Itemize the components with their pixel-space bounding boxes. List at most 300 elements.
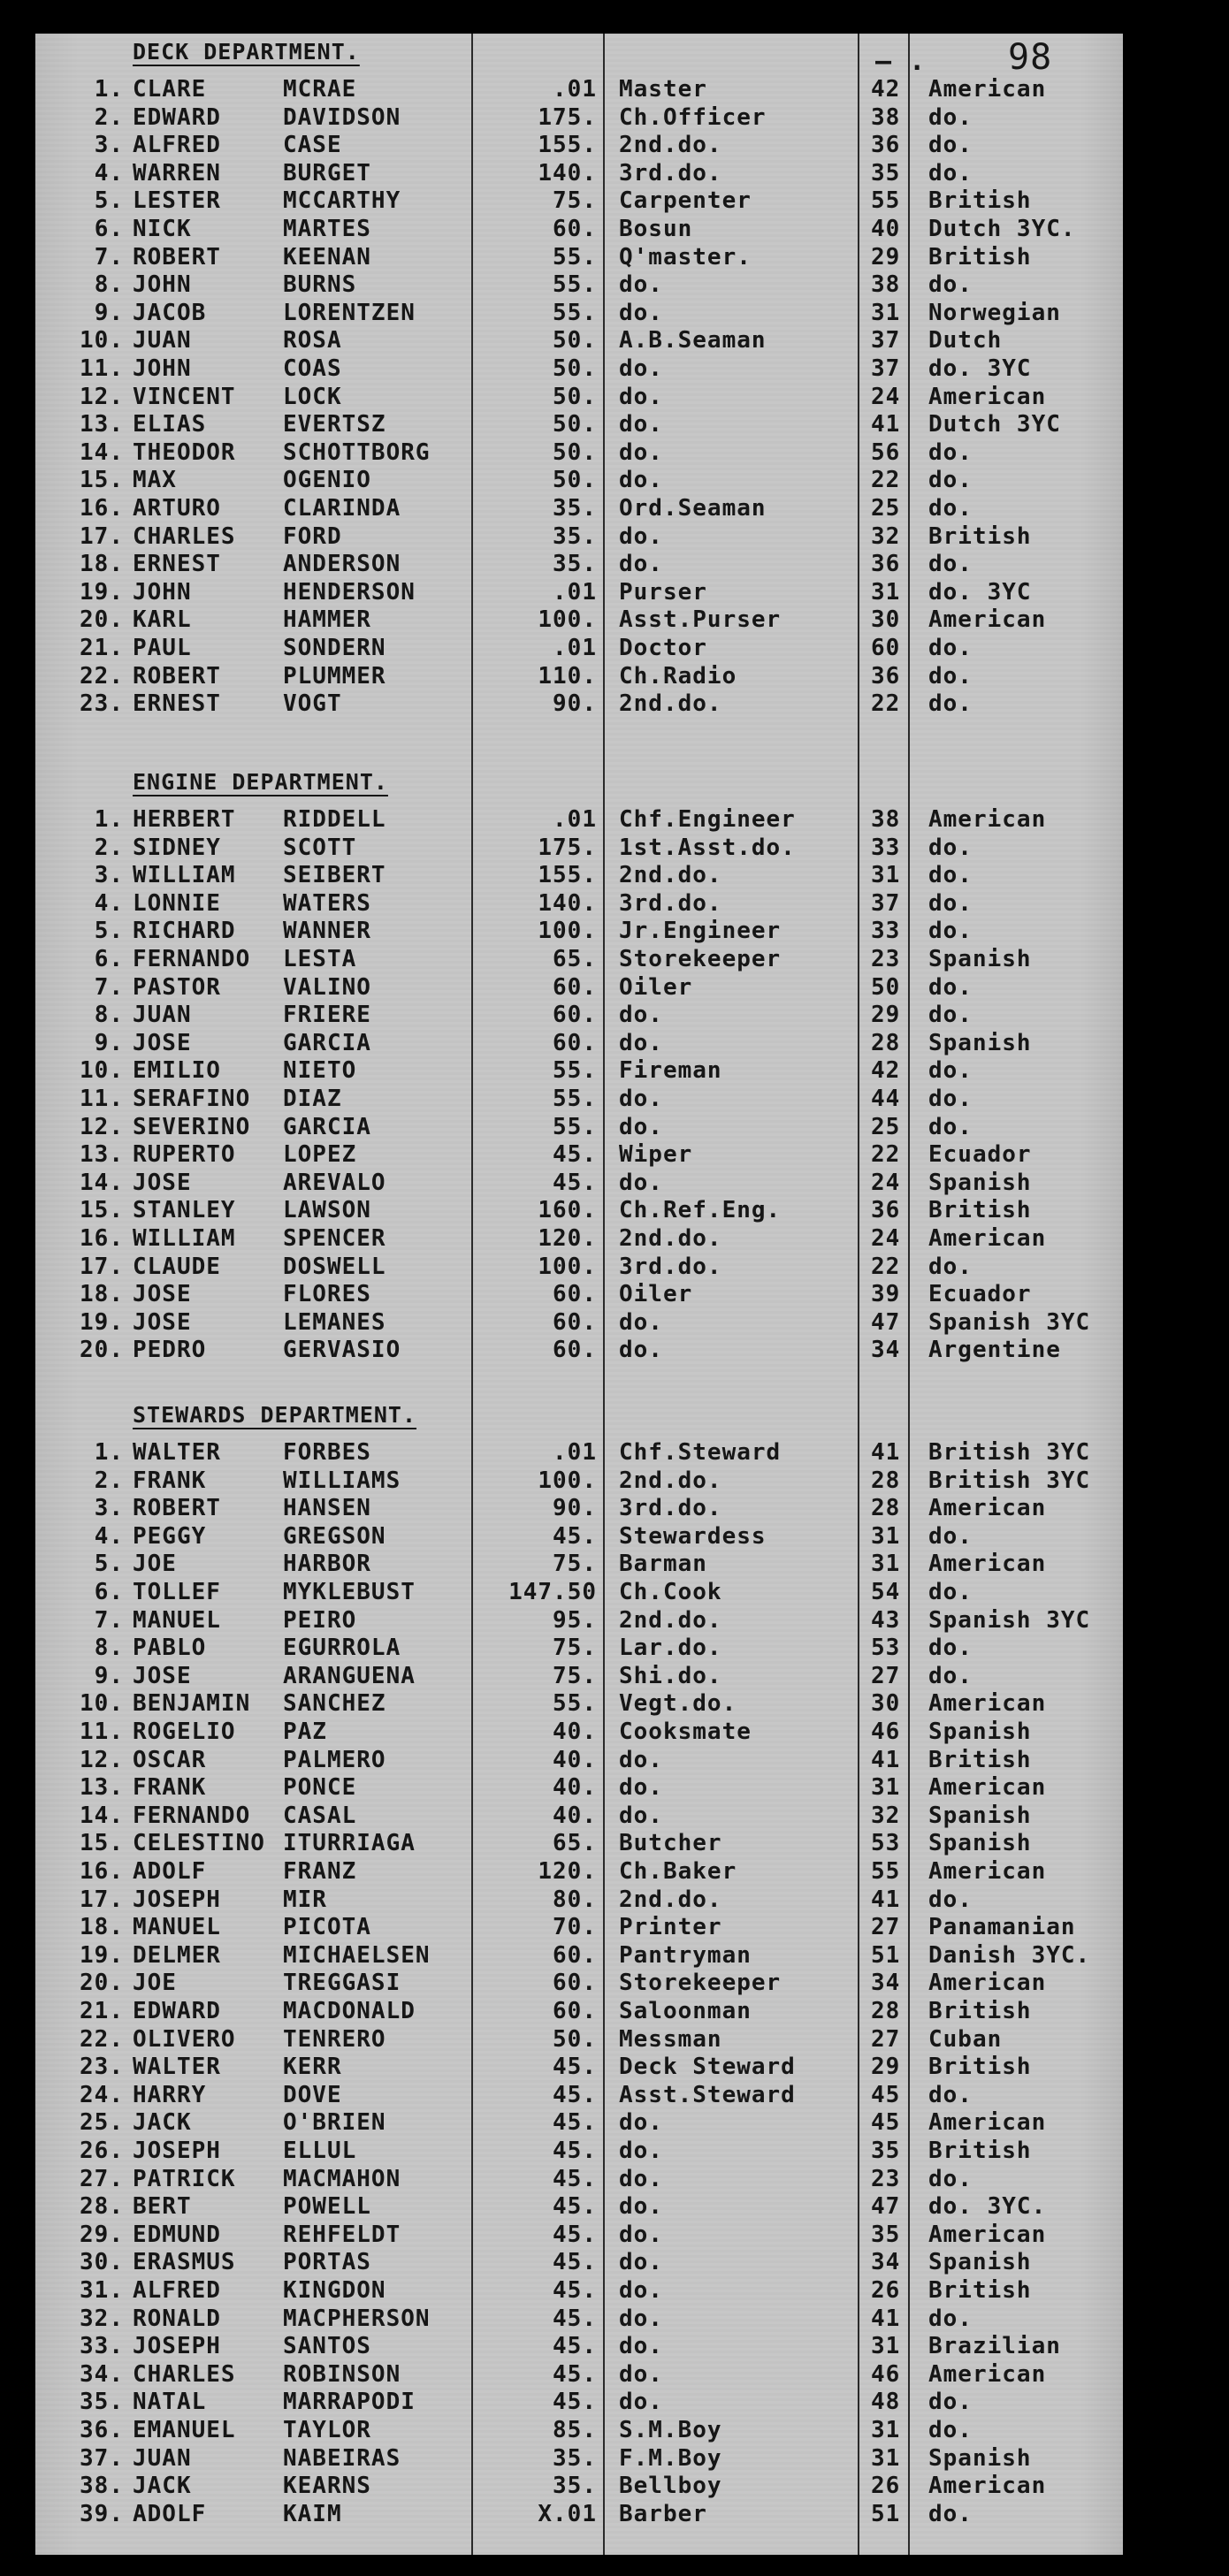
row-number: 35. [80, 2389, 124, 2416]
first-name: NICK [133, 216, 192, 242]
wage-rate: 55. [553, 243, 597, 271]
first-name: ERNEST [133, 690, 221, 718]
nationality: British [928, 1998, 1032, 2024]
last-name: BURNS [283, 271, 357, 299]
wage-rate: 100. [538, 606, 597, 634]
age: 26 [871, 2277, 901, 2304]
age: 47 [871, 1308, 901, 1336]
nationality: British [928, 243, 1032, 271]
nationality: do. 3YC. [928, 2193, 1047, 2221]
crew-row [35, 2138, 1123, 2165]
position: do. [619, 2165, 663, 2192]
position: Lar.do. [619, 1635, 722, 1662]
nationality: do. [928, 662, 973, 690]
nationality: do. [928, 1635, 973, 1662]
position: Stewardess [619, 1522, 767, 1550]
first-name: ROGELIO [133, 1719, 236, 1745]
wage-rate: 45. [553, 2109, 597, 2137]
first-name: WARREN [133, 159, 221, 187]
crew-row [35, 411, 1123, 438]
age: 22 [871, 1141, 901, 1169]
wage-rate: 100. [538, 1467, 597, 1494]
row-number: 28. [80, 2193, 124, 2221]
row-number: 14. [80, 1802, 124, 1829]
first-name: ELIAS [133, 411, 207, 438]
age: 45 [871, 2081, 901, 2108]
first-name: CLAUDE [133, 1253, 221, 1280]
first-name: STANLEY [133, 1197, 236, 1224]
nationality: do. [928, 1662, 973, 1689]
nationality: Panamanian [928, 1914, 1076, 1941]
last-name: WATERS [283, 889, 371, 917]
last-name: PICOTA [283, 1914, 371, 1941]
position: do. [619, 1169, 663, 1196]
last-name: COAS [283, 355, 342, 382]
wage-rate: 45. [553, 1169, 597, 1196]
crew-row [35, 187, 1123, 215]
position: 2nd.do. [619, 1225, 722, 1252]
crew-row [35, 1439, 1123, 1467]
last-name: AREVALO [283, 1169, 386, 1196]
row-number: 33. [80, 2333, 124, 2360]
age: 34 [871, 1337, 901, 1364]
nationality: Ecuador [928, 1281, 1032, 1308]
position: 2nd.do. [619, 1886, 722, 1913]
row-number: 18. [80, 1281, 124, 1308]
position: do. [619, 2221, 663, 2248]
first-name: EDMUND [133, 2221, 221, 2248]
nationality: American [928, 606, 1047, 634]
position: 3rd.do. [619, 889, 722, 917]
crew-row [35, 327, 1123, 354]
last-name: KEARNS [283, 2473, 371, 2500]
last-name: CASAL [283, 1802, 357, 1829]
first-name: RUPERTO [133, 1141, 236, 1169]
crew-row [35, 1170, 1123, 1197]
last-name: LESTA [283, 946, 357, 972]
first-name: CLARE [133, 76, 207, 103]
first-name: JOHN [133, 355, 192, 382]
row-number: 16. [80, 1225, 124, 1252]
row-number: 3. [94, 862, 124, 889]
last-name: MCCARTHY [283, 187, 401, 215]
crew-row [35, 1607, 1123, 1635]
nationality: do. [928, 973, 973, 1001]
row-number: 5. [94, 187, 124, 215]
nationality: do. [928, 1057, 973, 1085]
crew-row [35, 1942, 1123, 1970]
age: 37 [871, 889, 901, 917]
first-name: OLIVERO [133, 2025, 236, 2053]
nationality: do. [928, 918, 973, 945]
age: 41 [871, 411, 901, 438]
age: 30 [871, 1690, 901, 1718]
nationality: Dutch 3YC. [928, 216, 1076, 242]
crew-row [35, 2054, 1123, 2081]
age: 31 [871, 578, 901, 606]
last-name: EGURROLA [283, 1635, 401, 1662]
crew-row [35, 862, 1123, 889]
position: do. [619, 1113, 663, 1140]
crew-row [35, 1114, 1123, 1141]
nationality: American [928, 1774, 1047, 1802]
row-number: 25. [80, 2109, 124, 2137]
wage-rate: 65. [553, 1830, 597, 1857]
crew-row [35, 2193, 1123, 2221]
wage-rate: 55. [553, 1690, 597, 1718]
age: 44 [871, 1086, 901, 1112]
last-name: TENRERO [283, 2025, 386, 2053]
crew-row [35, 1914, 1123, 1941]
first-name: JOSE [133, 1308, 192, 1336]
crew-row [35, 76, 1123, 103]
crew-row [35, 946, 1123, 973]
last-name: GARCIA [283, 1029, 371, 1056]
first-name: VINCENT [133, 383, 236, 410]
wage-rate: 40. [553, 1774, 597, 1802]
wage-rate: 60. [553, 216, 597, 242]
age: 31 [871, 1774, 901, 1802]
position: do. [619, 2389, 663, 2416]
position: 2nd.do. [619, 1606, 722, 1634]
age: 31 [871, 1522, 901, 1550]
last-name: KEENAN [283, 243, 371, 271]
nationality: do. [928, 438, 973, 466]
crew-row [35, 1774, 1123, 1802]
age: 50 [871, 973, 901, 1001]
row-number: 3. [94, 132, 124, 159]
row-number: 13. [80, 1141, 124, 1169]
nationality: do. 3YC [928, 578, 1032, 606]
nationality: Spanish [928, 1169, 1032, 1196]
row-number: 36. [80, 2417, 124, 2443]
wage-rate: 65. [553, 946, 597, 972]
age: 37 [871, 327, 901, 354]
age: 38 [871, 806, 901, 833]
wage-rate: 60. [553, 973, 597, 1001]
first-name: SEVERINO [133, 1113, 251, 1140]
wage-rate: 90. [553, 690, 597, 718]
row-number: 11. [80, 1086, 124, 1112]
position: do. [619, 411, 663, 438]
row-number: 8. [94, 1635, 124, 1662]
position: A.B.Seaman [619, 327, 767, 354]
last-name: LOPEZ [283, 1141, 357, 1169]
age: 31 [871, 1551, 901, 1578]
row-number: 7. [94, 243, 124, 271]
first-name: PEDRO [133, 1337, 207, 1364]
wage-rate: 45. [553, 2081, 597, 2108]
age: 46 [871, 1719, 901, 1745]
wage-rate: .01 [553, 578, 597, 606]
wage-rate: .01 [553, 635, 597, 661]
last-name: DAVIDSON [283, 103, 401, 131]
row-number: 12. [80, 383, 124, 410]
age: 41 [871, 2305, 901, 2332]
age: 40 [871, 216, 901, 242]
nationality: Dutch 3YC [928, 411, 1061, 438]
nationality: Ecuador [928, 1141, 1032, 1169]
last-name: SCHOTTBORG [283, 438, 431, 466]
nationality: Dutch [928, 327, 1003, 354]
row-number: 9. [94, 1029, 124, 1056]
position: do. [619, 1746, 663, 1773]
wage-rate: 90. [553, 1495, 597, 1522]
crew-row [35, 439, 1123, 467]
wage-rate: 85. [553, 2417, 597, 2443]
position: do. [619, 522, 663, 550]
first-name: THEODOR [133, 438, 236, 466]
position: Messman [619, 2025, 722, 2053]
crew-row [35, 1802, 1123, 1830]
department-heading: ENGINE DEPARTMENT. [133, 769, 388, 795]
position: Asst.Purser [619, 606, 782, 634]
position: do. [619, 551, 663, 578]
position: Deck Steward [619, 2054, 796, 2081]
nationality: do. [928, 2417, 973, 2443]
position: Master [619, 76, 707, 103]
last-name: WANNER [283, 918, 371, 945]
row-number: 34. [80, 2360, 124, 2388]
crew-row [35, 216, 1123, 243]
nationality: do. [928, 2305, 973, 2332]
last-name: PEIRO [283, 1606, 357, 1634]
row-number: 18. [80, 1914, 124, 1941]
position: do. [619, 1802, 663, 1829]
crew-row [35, 1030, 1123, 1057]
age: 51 [871, 2500, 901, 2527]
last-name: VALINO [283, 973, 371, 1001]
crew-row [35, 1523, 1123, 1551]
row-number: 31. [80, 2277, 124, 2304]
last-name: KINGDON [283, 2277, 386, 2304]
first-name: PEGGY [133, 1522, 207, 1550]
row-number: 14. [80, 1169, 124, 1196]
last-name: PLUMMER [283, 662, 386, 690]
crew-row [35, 2026, 1123, 2054]
nationality: British [928, 2138, 1032, 2164]
age: 28 [871, 1495, 901, 1522]
position: do. [619, 271, 663, 299]
last-name: HENDERSON [283, 578, 416, 606]
wage-rate: 155. [538, 862, 597, 889]
position: Ch.Baker [619, 1858, 737, 1885]
wage-rate: 50. [553, 467, 597, 494]
first-name: ROBERT [133, 1495, 221, 1522]
first-name: MANUEL [133, 1606, 221, 1634]
crew-row [35, 690, 1123, 718]
wage-rate: 50. [553, 2025, 597, 2053]
nationality: Spanish [928, 1029, 1032, 1056]
age: 25 [871, 1113, 901, 1140]
position: do. [619, 383, 663, 410]
row-number: 19. [80, 1308, 124, 1336]
last-name: SANTOS [283, 2333, 371, 2360]
position: Storekeeper [619, 1970, 782, 1997]
row-number: 17. [80, 1253, 124, 1280]
wage-rate: 45. [553, 2249, 597, 2276]
row-number: 23. [80, 2054, 124, 2081]
position: 2nd.do. [619, 862, 722, 889]
last-name: MARTES [283, 216, 371, 242]
first-name: FRANK [133, 1774, 207, 1802]
first-name: DELMER [133, 1941, 221, 1969]
last-name: FRIERE [283, 1002, 371, 1029]
age: 24 [871, 1169, 901, 1196]
nationality: American [928, 76, 1047, 103]
position: do. [619, 2109, 663, 2137]
nationality: Spanish [928, 2249, 1032, 2276]
age: 31 [871, 2417, 901, 2443]
wage-rate: 55. [553, 299, 597, 326]
nationality: do. [928, 635, 973, 661]
age: 27 [871, 1914, 901, 1941]
first-name: ARTURO [133, 495, 221, 522]
age: 32 [871, 522, 901, 550]
crew-row [35, 2277, 1123, 2305]
age: 22 [871, 1253, 901, 1280]
first-name: ADOLF [133, 2500, 207, 2527]
crew-row [35, 1057, 1123, 1085]
last-name: TAYLOR [283, 2417, 371, 2443]
nationality: British [928, 1746, 1032, 1773]
row-number: 9. [94, 1662, 124, 1689]
age: 29 [871, 2054, 901, 2081]
wage-rate: 50. [553, 327, 597, 354]
crew-row [35, 806, 1123, 834]
wage-rate: 100. [538, 918, 597, 945]
last-name: DOVE [283, 2081, 342, 2108]
nationality: American [928, 1551, 1047, 1578]
wage-rate: 155. [538, 132, 597, 159]
last-name: MICHAELSEN [283, 1941, 431, 1969]
last-name: GARCIA [283, 1113, 371, 1140]
row-number: 15. [80, 467, 124, 494]
first-name: HERBERT [133, 806, 236, 833]
crew-row [35, 918, 1123, 945]
row-number: 11. [80, 1719, 124, 1745]
last-name: DIAZ [283, 1086, 342, 1112]
last-name: REHFELDT [283, 2221, 401, 2248]
row-number: 1. [94, 76, 124, 103]
position: do. [619, 438, 663, 466]
wage-rate: 35. [553, 495, 597, 522]
wage-rate: 60. [553, 1002, 597, 1029]
wage-rate: 60. [553, 1998, 597, 2024]
nationality: American [928, 2109, 1047, 2137]
row-number: 16. [80, 495, 124, 522]
nationality: American [928, 2221, 1047, 2248]
position: Asst.Steward [619, 2081, 796, 2108]
position: do. [619, 1086, 663, 1112]
row-number: 38. [80, 2473, 124, 2500]
position: Saloonman [619, 1998, 752, 2024]
nationality: do. [928, 1113, 973, 1140]
row-number: 7. [94, 973, 124, 1001]
first-name: JUAN [133, 2444, 192, 2472]
crew-row [35, 1086, 1123, 1113]
age: 27 [871, 2025, 901, 2053]
position: Oiler [619, 973, 693, 1001]
crew-row [35, 132, 1123, 159]
wage-rate: 45. [553, 2138, 597, 2164]
age: 28 [871, 1467, 901, 1494]
wage-rate: X.01 [538, 2500, 597, 2527]
last-name: DOSWELL [283, 1253, 386, 1280]
row-number: 2. [94, 1467, 124, 1494]
age: 53 [871, 1830, 901, 1857]
first-name: WALTER [133, 1439, 221, 1466]
row-number: 1. [94, 806, 124, 833]
last-name: ITURRIAGA [283, 1830, 416, 1857]
wage-rate: 45. [553, 2333, 597, 2360]
last-name: O'BRIEN [283, 2109, 386, 2137]
first-name: CHARLES [133, 2360, 236, 2388]
first-name: JACK [133, 2109, 192, 2137]
row-number: 7. [94, 1606, 124, 1634]
wage-rate: 50. [553, 411, 597, 438]
age: 34 [871, 2249, 901, 2276]
crew-row [35, 2389, 1123, 2416]
position: do. [619, 2333, 663, 2360]
age: 45 [871, 2109, 901, 2137]
age: 38 [871, 103, 901, 131]
first-name: JOSE [133, 1662, 192, 1689]
first-name: BENJAMIN [133, 1690, 251, 1718]
first-name: LONNIE [133, 889, 221, 917]
position: Barman [619, 1551, 707, 1578]
nationality: do. [928, 132, 973, 159]
age: 29 [871, 243, 901, 271]
first-name: JOSEPH [133, 2138, 221, 2164]
crew-row [35, 2109, 1123, 2137]
position: do. [619, 1308, 663, 1336]
nationality: Spanish 3YC [928, 1606, 1091, 1634]
first-name: PASTOR [133, 973, 221, 1001]
age: 25 [871, 495, 901, 522]
first-name: PAUL [133, 635, 192, 661]
wage-rate: 35. [553, 2444, 597, 2472]
nationality: Spanish [928, 2444, 1032, 2472]
row-number: 29. [80, 2221, 124, 2248]
wage-rate: 70. [553, 1914, 597, 1941]
last-name: POWELL [283, 2193, 371, 2221]
wage-rate: 75. [553, 1662, 597, 1689]
row-number: 37. [80, 2444, 124, 2472]
age: 24 [871, 383, 901, 410]
last-name: LEMANES [283, 1308, 386, 1336]
last-name: MACPHERSON [283, 2305, 431, 2332]
last-name: SANCHEZ [283, 1690, 386, 1718]
age: 31 [871, 862, 901, 889]
wage-rate: 120. [538, 1225, 597, 1252]
crew-row [35, 495, 1123, 522]
wage-rate: .01 [553, 1439, 597, 1466]
last-name: LAWSON [283, 1197, 371, 1224]
row-number: 21. [80, 635, 124, 661]
wage-rate: 140. [538, 889, 597, 917]
position: Oiler [619, 1281, 693, 1308]
position: do. [619, 1337, 663, 1364]
first-name: ADOLF [133, 1858, 207, 1885]
first-name: JACOB [133, 299, 207, 326]
position: Q'master. [619, 243, 752, 271]
crew-row [35, 104, 1123, 132]
wage-rate: 75. [553, 187, 597, 215]
first-name: JUAN [133, 1002, 192, 1029]
last-name: SCOTT [283, 834, 357, 861]
position: do. [619, 1029, 663, 1056]
